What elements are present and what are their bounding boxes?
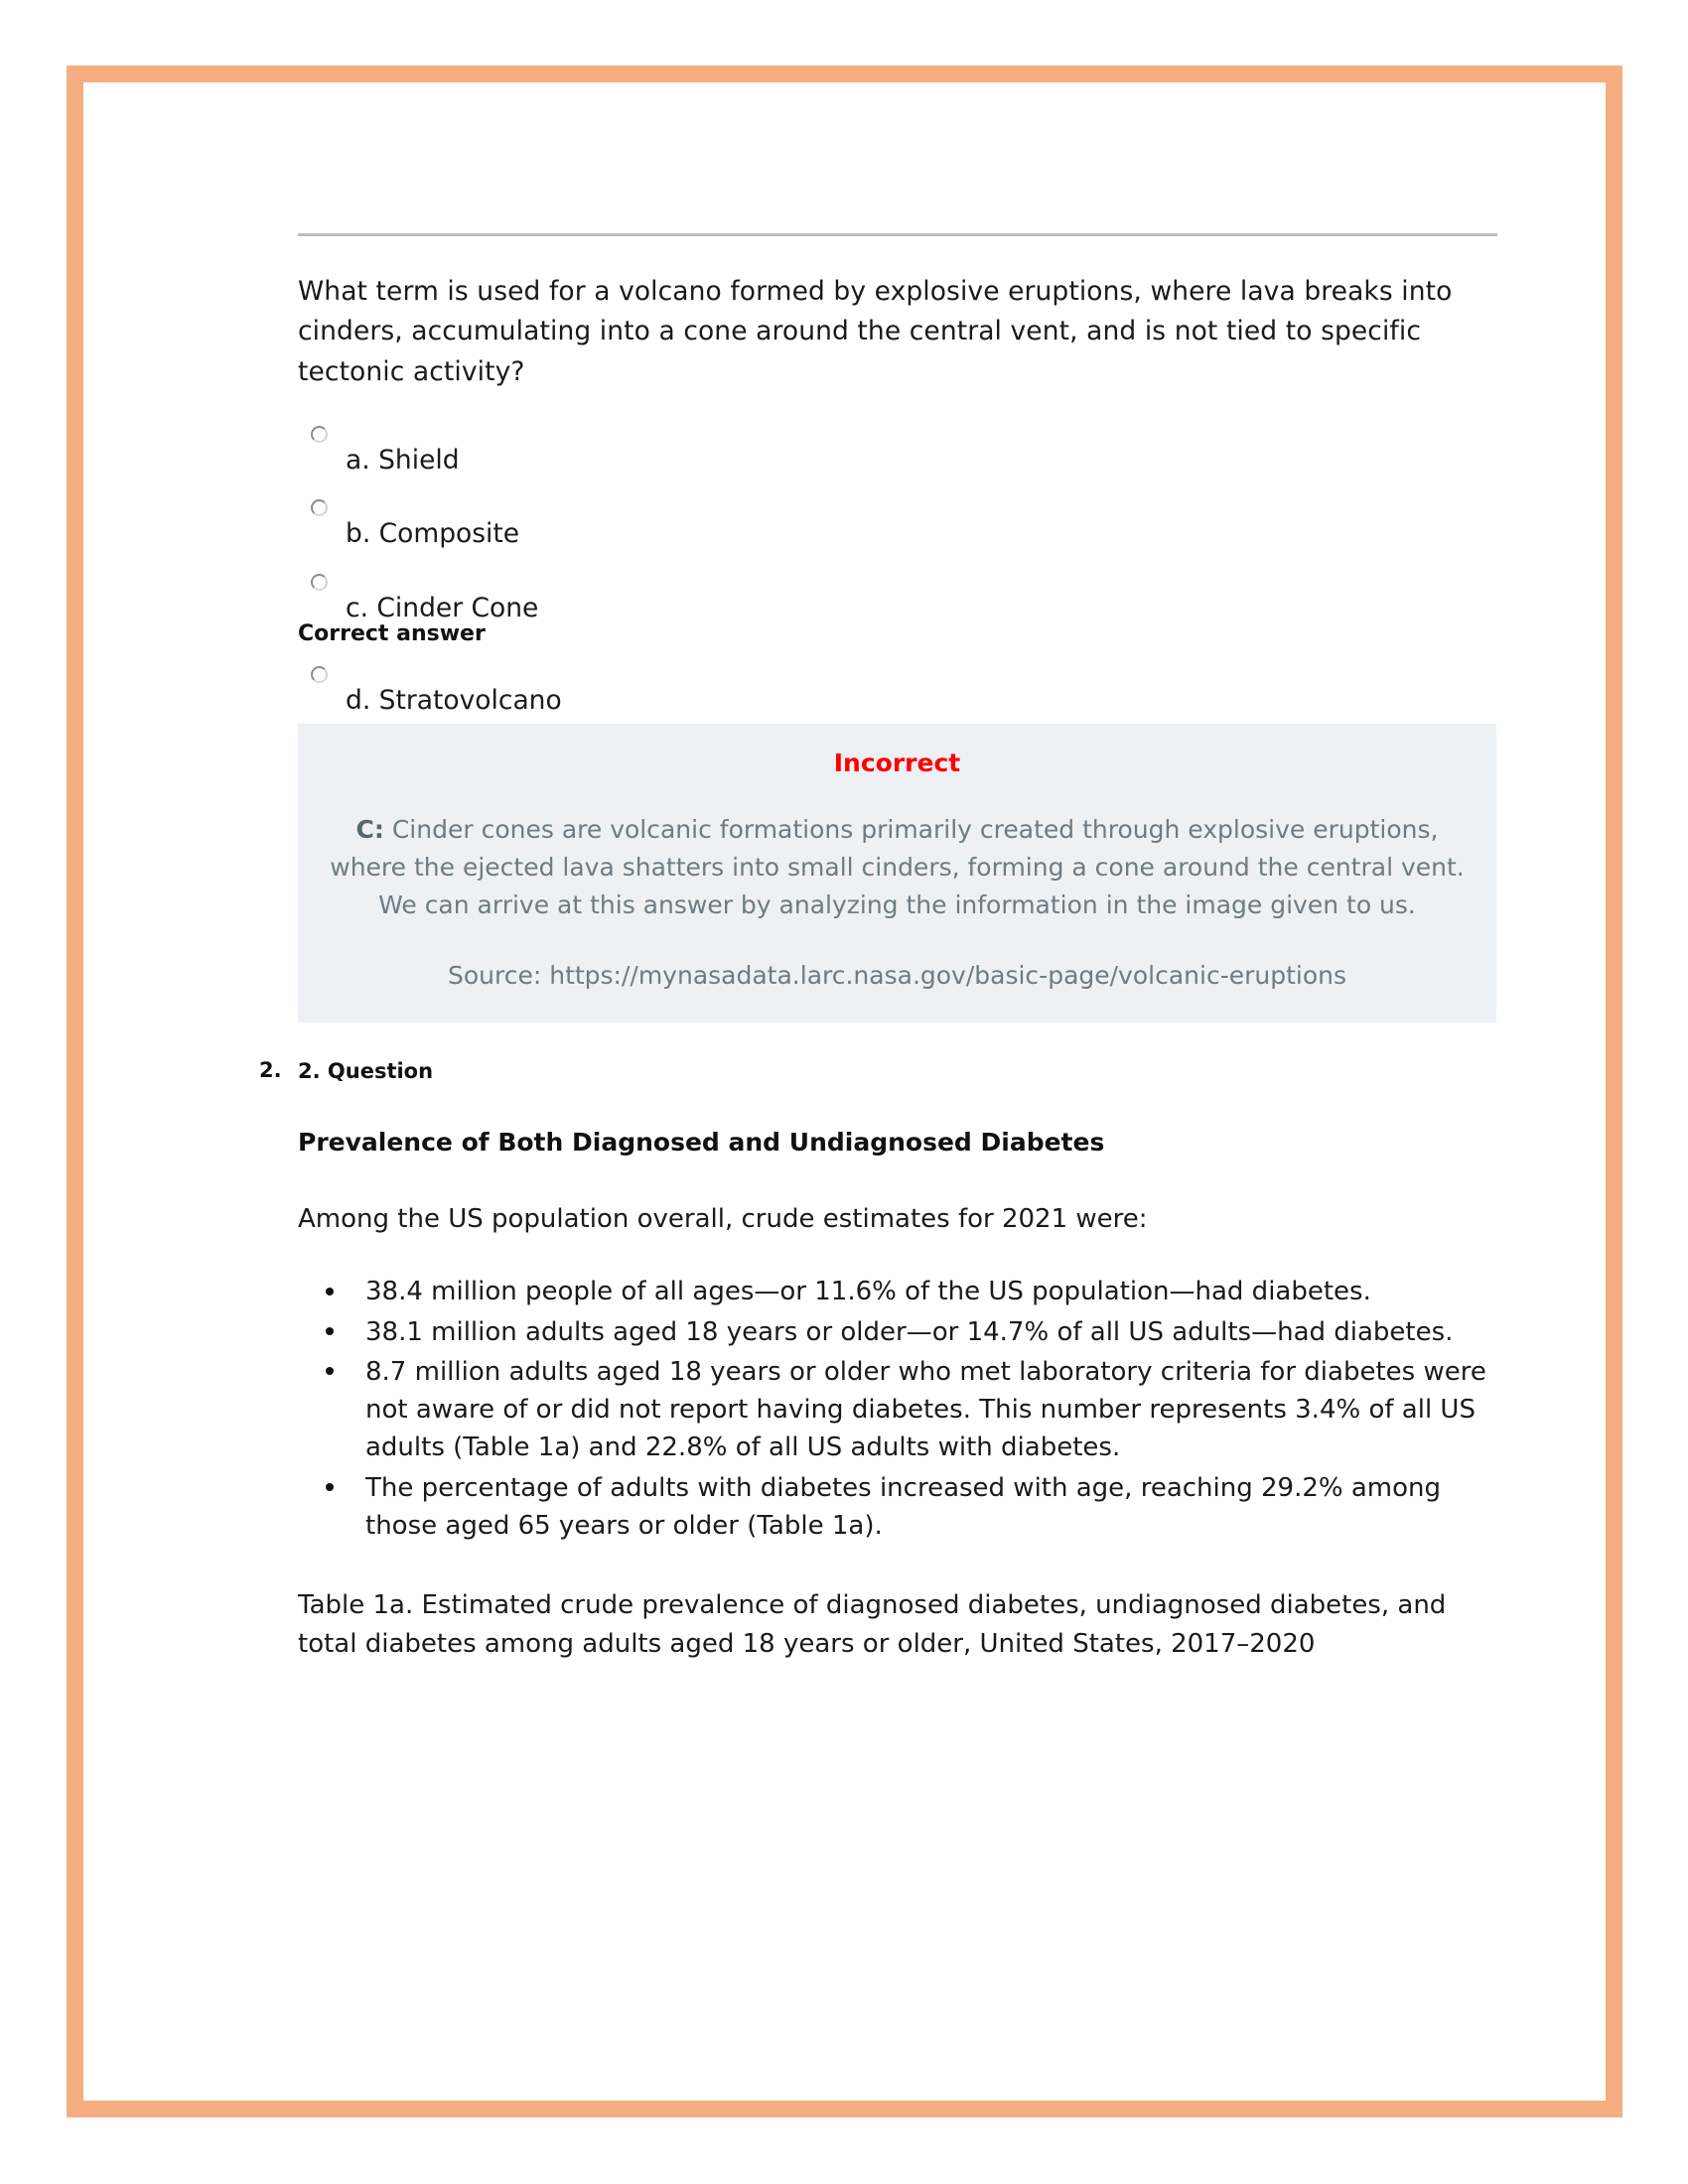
list-item: [365, 1469, 1497, 1545]
diabetes-statistics-list: [298, 1273, 1497, 1545]
answer-option-label-c: c. Cinder Cone: [346, 592, 539, 623]
feedback-status-badge: Incorrect: [833, 748, 961, 777]
feedback-source-link[interactable]: Source: https://mynasadata.larc.nasa.gov/basic-page/volcanic-eruptions: [447, 961, 1347, 991]
radio-button-icon-c[interactable]: [311, 574, 328, 591]
feedback-explanation-text: Cinder cones are volcanic formations primarily created through explosive eruptions, where the ejected lava shatters into small cinders, forming a cone around the central vent. We can arrive at this answer by analyzing the information in the image given to us.: [330, 815, 1465, 920]
list-item: [365, 1313, 1497, 1351]
question-2-list: [259, 1058, 1497, 1085]
feedback-explanation: [324, 811, 1471, 924]
correct-answer-note: Correct answer: [298, 621, 486, 647]
radio-button-icon-a[interactable]: [311, 426, 328, 443]
answer-option-d[interactable]: [298, 666, 1497, 718]
answer-option-b[interactable]: [298, 499, 1497, 551]
document-content: [259, 233, 1497, 1664]
table-1a-caption: Table 1a. Estimated crude prevalence of diagnosed diabetes, undiagnosed diabetes, and total diabetes among adults aged 18 years or older, United States, 2017–2020: [298, 1590, 1447, 1660]
answer-option-label-a: a. Shield: [346, 444, 460, 476]
section-divider: [298, 233, 1497, 236]
list-item: [365, 1273, 1497, 1310]
list-item-text: 38.1 million adults aged 18 years or older—or 14.7% of all US adults—had diabetes.: [365, 1316, 1454, 1347]
answer-option-c[interactable]: [298, 574, 1497, 625]
question-2-label: 2. Question: [298, 1059, 434, 1084]
question-2-list-marker: 2.: [259, 1058, 282, 1083]
page-inner: [83, 82, 1606, 2101]
bullet-icon: [326, 1367, 334, 1375]
question-2-heading: Prevalence of Both Diagnosed and Undiagnosed Diabetes: [298, 1127, 1105, 1157]
answer-option-a[interactable]: [298, 426, 1497, 478]
bullet-icon: [326, 1288, 334, 1296]
bullet-icon: [326, 1327, 334, 1335]
list-item-text: 8.7 million adults aged 18 years or older who met laboratory criteria for diabetes were not aware of or did not report having diabetes. This number represents 3.4% of all US adults (Table 1a) and 22.8% of all US adults with diabetes.: [365, 1356, 1486, 1463]
question-2-list-item: [259, 1058, 1497, 1085]
list-item: [365, 1353, 1497, 1467]
feedback-answer-prefix: C:: [355, 815, 384, 845]
question-2-intro: Among the US population overall, crude estimates for 2021 were:: [298, 1204, 1148, 1235]
question-1-prompt: What term is used for a volcano formed by explosive eruptions, where lava breaks into cinders, accumulating into a cone around the central vent, and is not tied to specific tectonic activity?: [298, 276, 1453, 387]
list-item-text: The percentage of adults with diabetes increased with age, reaching 29.2% among those aged 65 years or older (Table 1a).: [365, 1472, 1441, 1541]
radio-button-icon-d[interactable]: [311, 666, 328, 683]
answer-option-label-d: d. Stratovolcano: [346, 684, 562, 716]
bullet-icon: [326, 1483, 334, 1491]
list-item-text: 38.4 million people of all ages—or 11.6% of the US population—had diabetes.: [365, 1277, 1371, 1307]
page-frame: [67, 66, 1622, 2117]
answer-options-list: [298, 426, 1497, 718]
answer-option-label-b: b. Composite: [346, 518, 520, 550]
feedback-box: [298, 724, 1496, 1024]
